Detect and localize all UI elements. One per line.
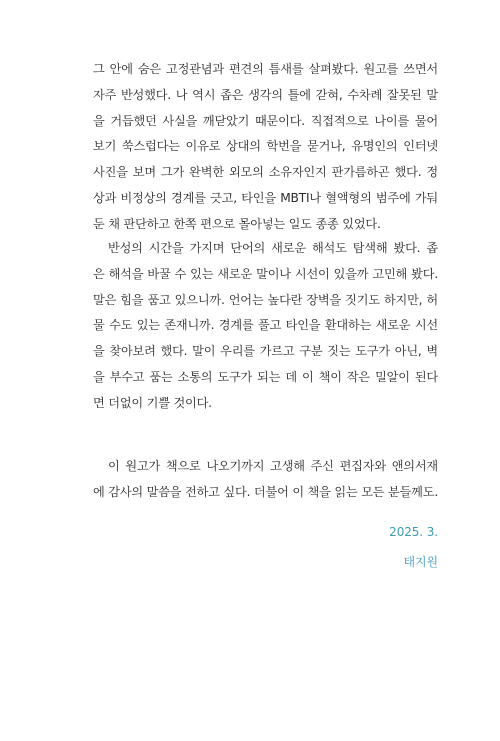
paragraph-3 [93, 454, 438, 506]
paragraph-line: 사진을 보며 그가 완벽한 외모의 소유자인지 판가름하곤 했다. 정 [93, 165, 438, 180]
signature-author: 태지원 [403, 555, 438, 569]
paragraph-line: 물 수도 있는 존재니까. 경계를 풀고 타인을 환대하는 새로운 시선 [93, 318, 438, 333]
paragraph-line: 을 부수고 품는 소통의 도구가 되는 데 이 책이 작은 밀알이 된다 [93, 369, 438, 384]
paragraph-1 [93, 57, 438, 238]
signature-date: 2025. 3. [389, 525, 438, 539]
paragraph-line: 반성의 시간을 가지며 단어의 새로운 해석도 탐색해 봤다. 좁 [108, 241, 438, 255]
paragraph-line: 면 더없이 기쁠 것이다. [93, 395, 212, 410]
paragraph-2 [93, 236, 438, 417]
paragraph-line: 자주 반성했다. 나 역시 좁은 생각의 틀에 갇혀, 수차례 잘못된 말 [93, 87, 438, 102]
paragraph-line: 을 거듭했던 사실을 깨닫았기 때문이다. 직접적으로 나이를 물어 [93, 113, 438, 128]
paragraph-line: 둔 채 판단하고 한쪽 편으로 몰아넣는 일도 종종 있었다. [93, 216, 381, 231]
paragraph-line: 상과 비정상의 경계를 긋고, 타인을 MBTI나 혈액형의 범주에 가둬 [93, 190, 438, 205]
paragraph-line: 말은 힘을 품고 있으니까. 언어는 높다란 장벽을 짓기도 하지만, 허 [93, 292, 438, 307]
paragraph-line: 이 원고가 책으로 나오기까지 고생해 주신 편집자와 앤의서재 [108, 459, 438, 473]
paragraph-line: 을 찾아보려 했다. 말이 우리를 가르고 구분 짓는 도구가 아닌, 벽 [93, 344, 438, 359]
paragraph-line: 은 해석을 바꿀 수 있는 새로운 말이나 시선이 있을까 고민해 봤다. [93, 266, 438, 281]
paragraph-line: 보기 쑥스럽다는 이유로 상대의 학번을 묻거나, 유명인의 인터넷 [93, 139, 438, 154]
paragraph-line: 에 감사의 말씀을 전하고 싶다. 더불어 이 책을 읽는 모든 분들께도. [93, 484, 438, 499]
paragraph-line: 그 안에 숨은 고정관념과 편견의 틈새를 살펴봤다. 원고를 쓰면서 [93, 62, 438, 76]
